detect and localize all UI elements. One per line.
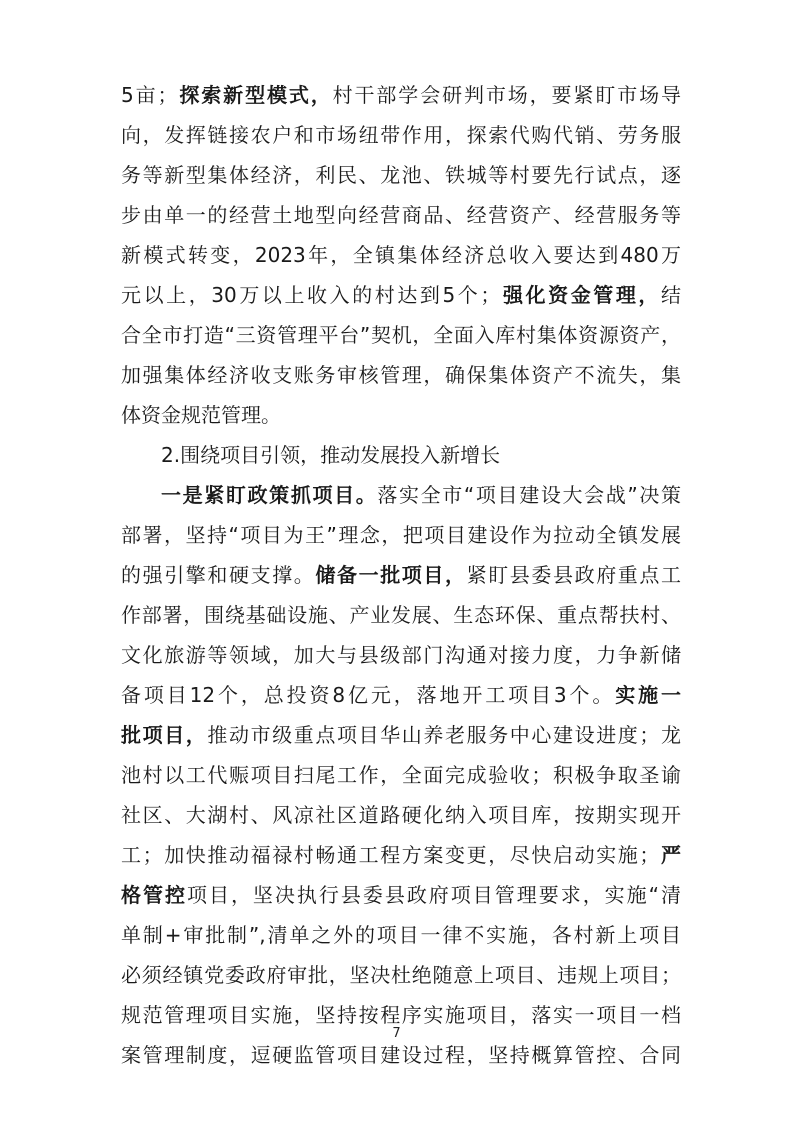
bold-text-run: 实施一 [615, 683, 681, 707]
text-run: 池村以工代赈项目扫尾工作，全面完成验收；积极争取圣谕 [121, 763, 681, 787]
text-run: 作部署，围绕基础设施、产业发展、生态环保、重点帮扶村、 [121, 603, 681, 627]
page-number: 7 [392, 1026, 401, 1041]
text-run: 加强集体经济收支账务审核管理，确保集体资产不流失，集 [121, 363, 681, 387]
text-run: 备项目12个，总投资8亿元，落地开工项目3个。 [121, 683, 616, 707]
text-line [121, 635, 681, 675]
text-run: 向，发挥链接农户和市场纽带作用，探索代购代销、劳务服 [121, 123, 681, 147]
text-line [121, 115, 681, 155]
text-line [121, 555, 681, 595]
text-run: 推动市级重点项目华山养老服务中心建设进度；龙 [207, 723, 681, 747]
text-line [121, 595, 681, 635]
bold-text-run: 储备一批项目， [315, 563, 467, 587]
text-line [161, 475, 681, 515]
text-line [121, 755, 681, 795]
text-line [121, 75, 681, 115]
text-line [121, 835, 681, 875]
text-line [121, 675, 681, 715]
text-line [121, 515, 681, 555]
text-run: 结 [661, 283, 681, 307]
text-run: 落实全市“项目建设大会战”决策 [377, 483, 681, 507]
text-run: 项目，坚决执行县委县政府项目管理要求，实施“清 [186, 883, 681, 907]
text-run: 元以上，30万以上收入的村达到5个； [121, 283, 501, 307]
bold-text-run: 强化资金管理， [500, 283, 661, 307]
text-run: 2.围绕项目引领，推动发展投入新增长 [161, 443, 501, 467]
text-run: 步由单一的经营土地型向经营商品、经营资产、经营服务等 [121, 203, 681, 227]
bold-text-run: 探索新型模式， [177, 83, 333, 107]
text-run: 新模式转变，2023年，全镇集体经济总收入要达到480万 [121, 243, 681, 267]
text-run: 的强引擎和硬支撑。 [121, 563, 316, 587]
text-line [121, 875, 681, 915]
text-run: 工；加快推动福禄村畅通工程方案变更，尽快启动实施； [121, 843, 660, 867]
text-run: 合全市打造“三资管理平台”契机，全面入库村集体资源资产， [121, 323, 681, 347]
text-line [121, 275, 681, 315]
text-line [121, 395, 681, 435]
text-run: 务等新型集体经济，利民、龙池、铁城等村要先行试点，逐 [121, 163, 681, 187]
text-run: 必须经镇党委政府审批，坚决杜绝随意上项目、违规上项目； [121, 963, 681, 987]
text-line [121, 155, 681, 195]
text-run: 部署，坚持“项目为王”理念，把项目建设作为拉动全镇发展 [121, 523, 681, 547]
text-run: 文化旅游等领域，加大与县级部门沟通对接力度，力争新储 [121, 643, 681, 667]
bold-text-run: 一是紧盯政策抓项目。 [161, 483, 378, 507]
bold-text-run: 格管控 [121, 883, 187, 907]
text-line [121, 795, 681, 835]
text-run: 体资金规范管理。 [121, 403, 281, 427]
text-run: 5亩； [121, 83, 178, 107]
text-line [121, 195, 681, 235]
text-run: 社区、大湖村、风凉社区道路硬化纳入项目库，按期实现开 [121, 803, 681, 827]
text-line [121, 235, 681, 275]
text-line [121, 715, 681, 755]
text-line [121, 915, 681, 955]
text-line [121, 355, 681, 395]
bold-text-run: 严 [659, 843, 681, 867]
text-line [161, 435, 681, 475]
bold-text-run: 批项目， [121, 723, 208, 747]
text-run: 紧盯县委县政府重点工 [466, 563, 681, 587]
text-run: 单制+审批制”,清单之外的项目一律不实施，各村新上项目 [121, 923, 681, 947]
text-run: 案管理制度，逗硬监管项目建设过程，坚持概算管控、合同 [121, 1043, 681, 1067]
text-run: 规范管理项目实施，坚持按程序实施项目，落实一项目一档 [121, 1003, 681, 1027]
text-line [121, 315, 681, 355]
text-line [121, 955, 681, 995]
text-run: 村干部学会研判市场，要紧盯市场导 [332, 83, 681, 107]
